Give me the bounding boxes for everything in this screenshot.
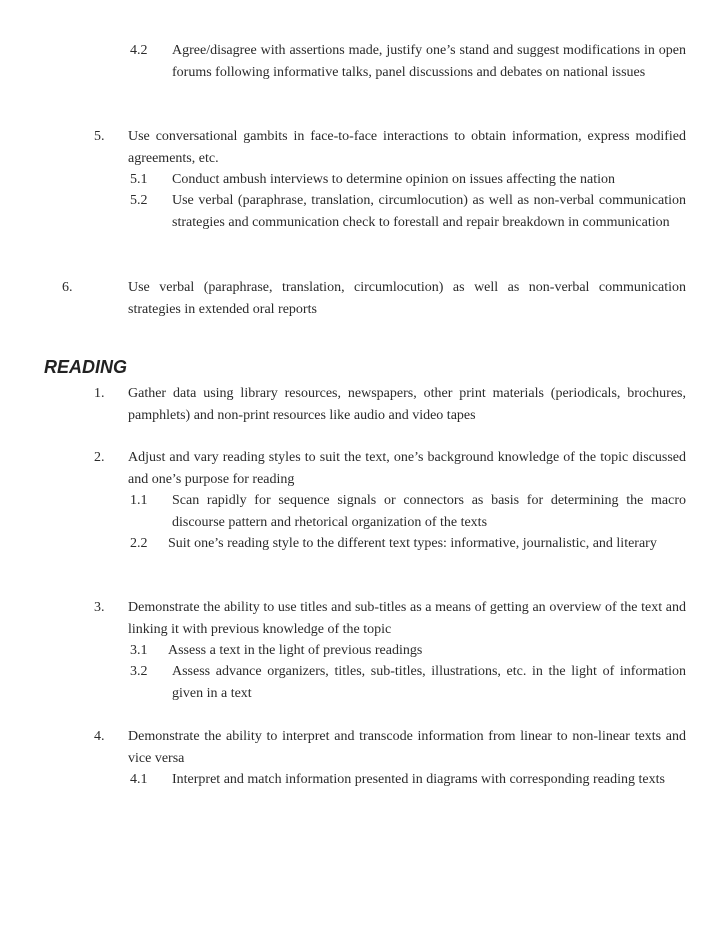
section-heading-reading: READING — [44, 357, 128, 377]
sub-item-number: 4.2 — [130, 43, 148, 58]
sub-item-text: Assess advance organizers, titles, sub-titles, illustrations, etc. in the light of information given in a text — [172, 664, 686, 701]
list-item-text: Demonstrate the ability to use titles and sub-titles as a means of getting an overview of the text and linking it with previous knowledge of the topic — [128, 600, 686, 637]
list-item-text: Demonstrate the ability to interpret and transcode information from linear to non-linear texts and vice versa — [128, 729, 686, 766]
sub-item-text: Scan rapidly for sequence signals or connectors as basis for determining the macro discourse pattern and rhetorical organization of the texts — [172, 493, 686, 530]
sub-item-number: 2.2 — [130, 536, 148, 551]
list-item-text: Use verbal (paraphrase, translation, circumlocution) as well as non-verbal communication strategies in extended oral reports — [128, 280, 686, 317]
list-item-number: 6. — [62, 280, 73, 295]
sub-item-number: 3.1 — [130, 643, 148, 658]
list-item-number: 5. — [94, 129, 105, 144]
sub-item-text: Assess a text in the light of previous readings — [168, 643, 423, 658]
sub-item-text: Suit one’s reading style to the different text types: informative, journalistic, and literary — [168, 536, 657, 551]
sub-item-text: Interpret and match information presented in diagrams with corresponding reading texts — [172, 772, 665, 787]
sub-item-text: Conduct ambush interviews to determine opinion on issues affecting the nation — [172, 172, 615, 187]
sub-item-text: Use verbal (paraphrase, translation, circumlocution) as well as non-verbal communication strategies and communication check to forestall and repair breakdown in communication — [172, 193, 686, 230]
sub-item-number: 3.2 — [130, 664, 148, 679]
sub-item-number: 5.1 — [130, 172, 148, 187]
list-item-number: 1. — [94, 386, 105, 401]
list-item-text: Gather data using library resources, newspapers, other print materials (periodicals, brochures, pamphlets) and non-print resources like audio and video tapes — [128, 386, 686, 423]
list-item-text: Adjust and vary reading styles to suit the text, one’s background knowledge of the topic discussed and one’s purpose for reading — [128, 450, 686, 487]
sub-item-number: 1.1 — [130, 493, 148, 508]
sub-item-number: 5.2 — [130, 193, 148, 208]
list-item-text: Use conversational gambits in face-to-face interactions to obtain information, express modified agreements, etc. — [128, 129, 686, 166]
sub-item-number: 4.1 — [130, 772, 148, 787]
list-item-number: 3. — [94, 600, 105, 615]
list-item-number: 2. — [94, 450, 105, 465]
sub-item-text: Agree/disagree with assertions made, justify one’s stand and suggest modifications in open forums following informative talks, panel discussions and debates on national issues — [172, 43, 686, 80]
list-item-number: 4. — [94, 729, 105, 744]
